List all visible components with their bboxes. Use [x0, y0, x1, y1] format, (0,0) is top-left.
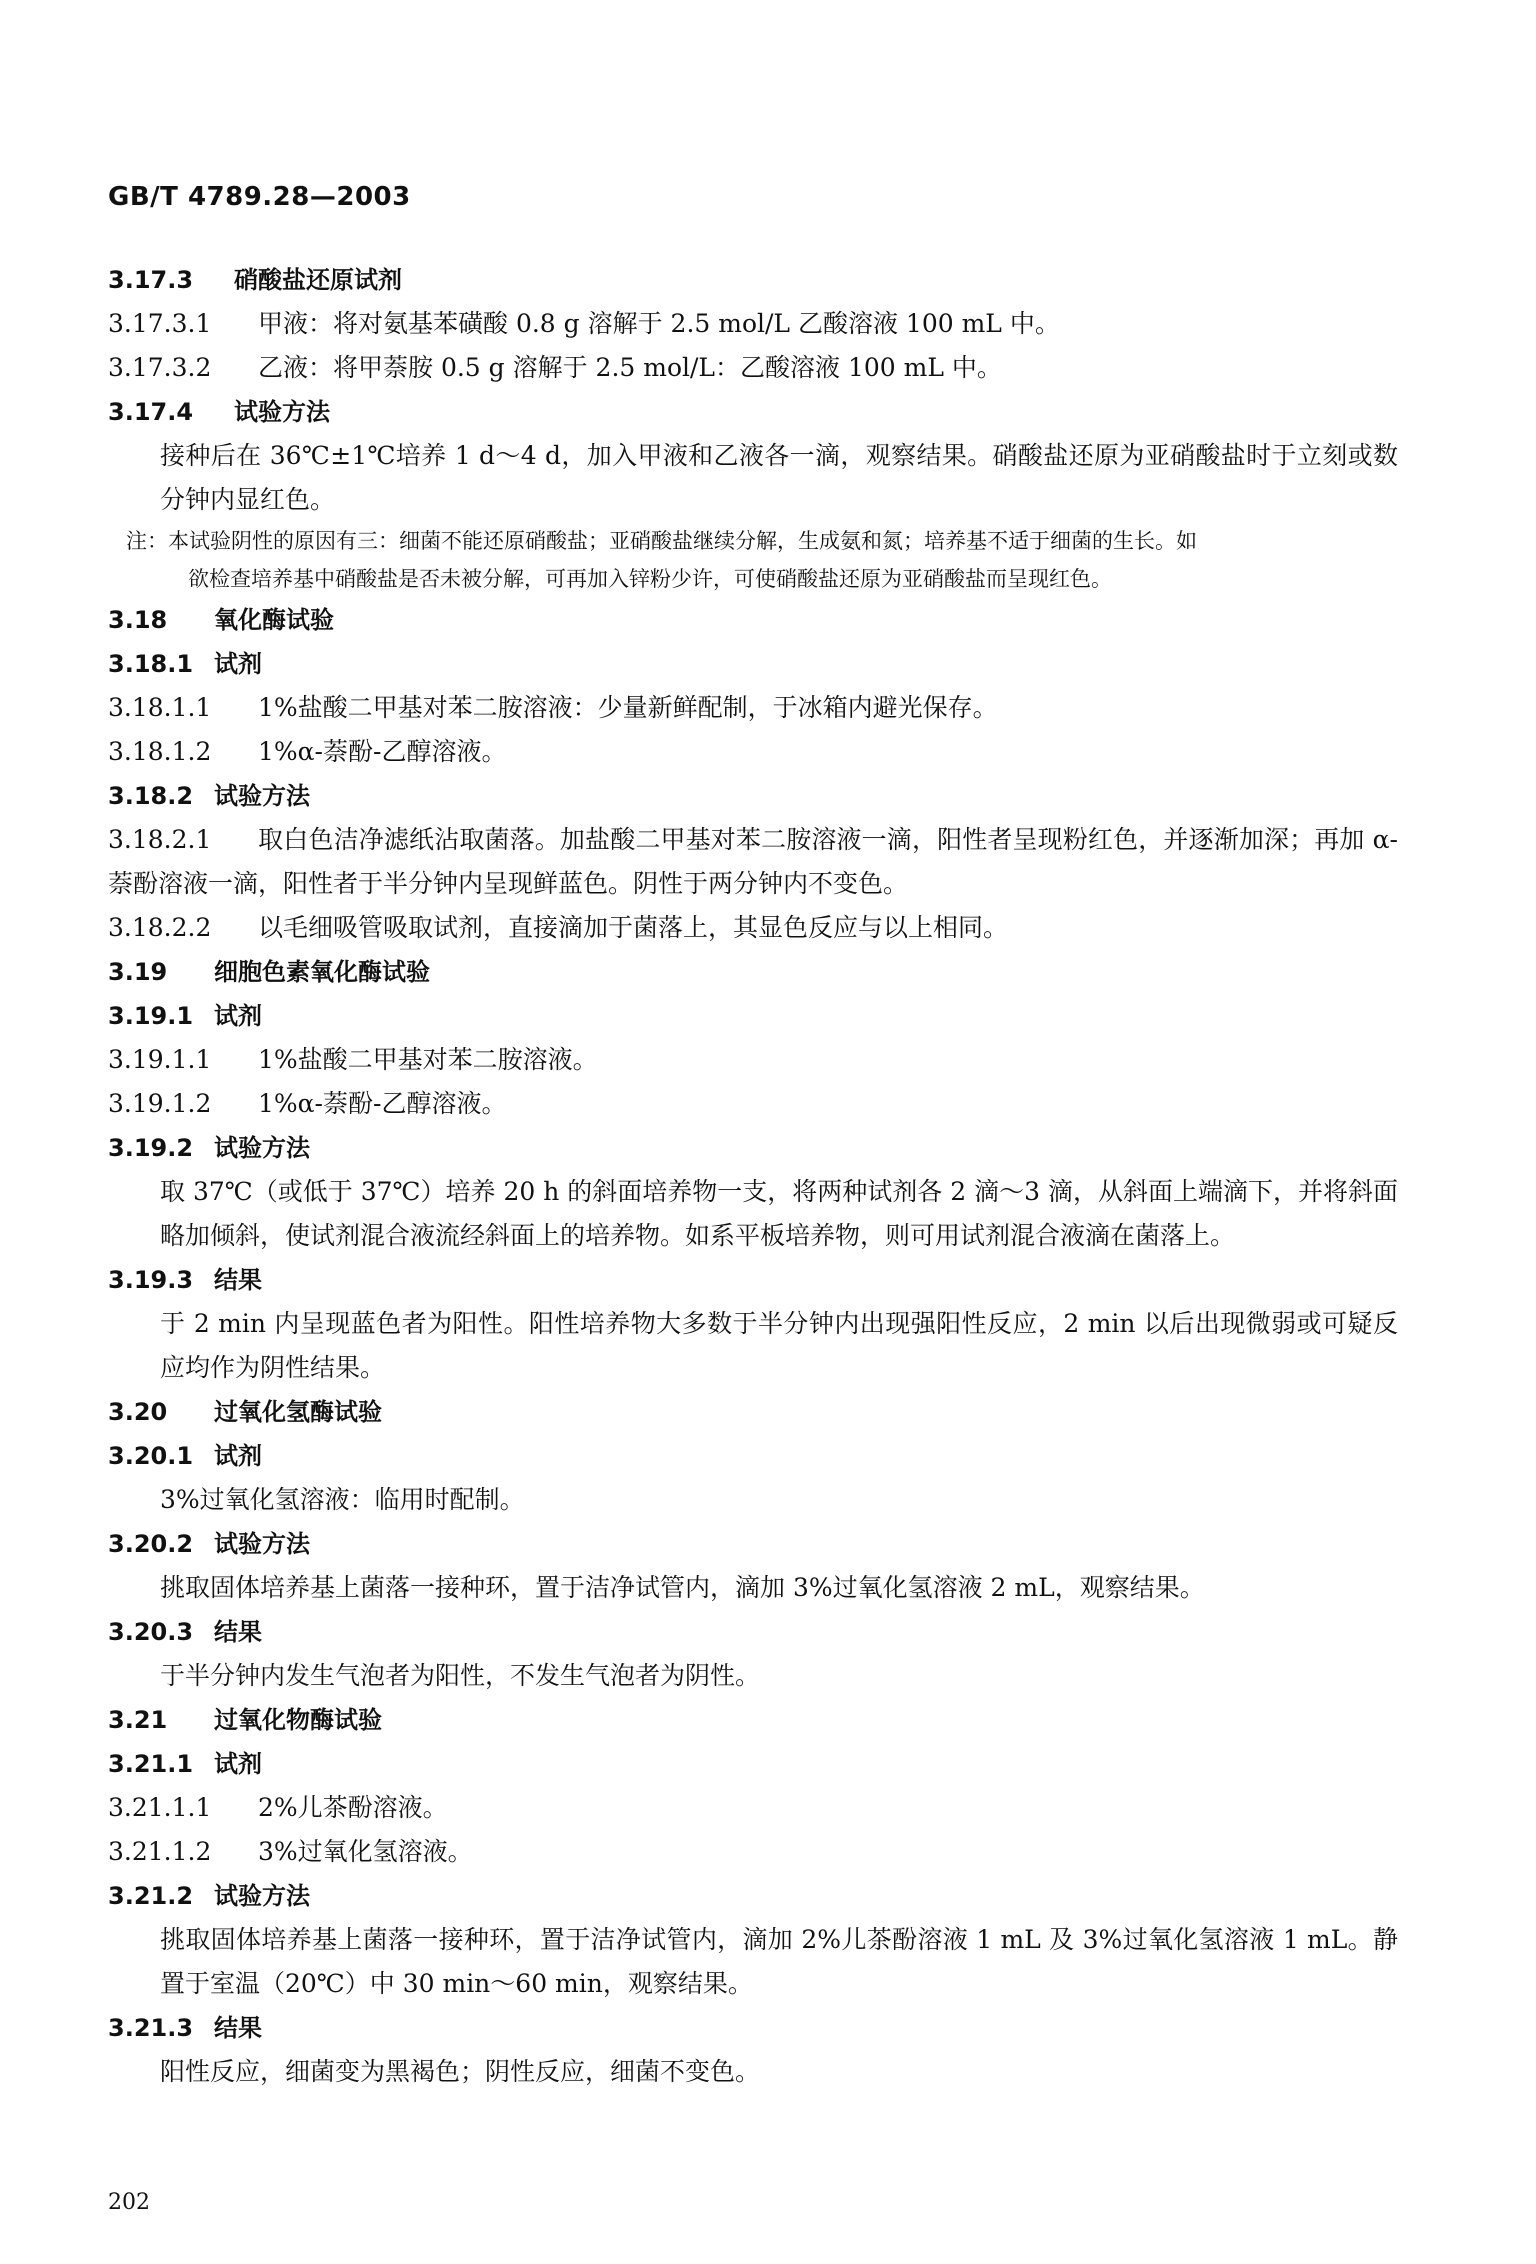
- section-title: 结果: [214, 1266, 262, 1294]
- section-3-17-3: [108, 258, 1398, 302]
- section-number: 3.21.3: [108, 2014, 194, 2042]
- paragraph: 于半分钟内发生气泡者为阳性，不发生气泡者为阴性。: [160, 1661, 761, 1690]
- note-label: 注：: [126, 529, 168, 553]
- standard-code: GB/T 4789.28—2003: [108, 182, 411, 212]
- clause-text: 乙液：将甲萘胺 0.5 g 溶解于 2.5 mol/L：乙酸溶液 100 mL 中。: [258, 353, 1002, 382]
- section-3-19-2: [108, 1126, 1398, 1170]
- section-title: 试剂: [214, 650, 262, 678]
- clause-3-21-1-1: [108, 1786, 1398, 1830]
- section-title: 试验方法: [214, 1530, 310, 1558]
- section-3-18-2: [108, 774, 1398, 818]
- paragraph: 挑取固体培养基上菌落一接种环，置于洁净试管内，滴加 2%儿茶酚溶液 1 mL 及 3%过氧化氢溶液 1 mL。静置于室温（20℃）中 30 min～60 min，观察结果。: [160, 1925, 1398, 1998]
- clause-number: 3.18.2.2: [108, 913, 212, 942]
- section-3-19-1: [108, 994, 1398, 1038]
- section-title: 氧化酶试验: [214, 606, 334, 634]
- section-title: 试剂: [214, 1002, 262, 1030]
- clause-text: 2%儿茶酚溶液。: [258, 1793, 448, 1822]
- clause-3-19-1-2: [108, 1082, 1398, 1126]
- page-number: 202: [108, 2190, 150, 2215]
- section-title: 试验方法: [214, 1134, 310, 1162]
- section-number: 3.17.3: [108, 266, 194, 294]
- section-number: 3.19: [108, 958, 168, 986]
- clause-text: 1%盐酸二甲基对苯二胺溶液。: [258, 1045, 598, 1074]
- section-3-19-3: [108, 1258, 1398, 1302]
- section-title: 结果: [214, 1618, 262, 1646]
- clause-text: 甲液：将对氨基苯磺酸 0.8 g 溶解于 2.5 mol/L 乙酸溶液 100 mL 中。: [258, 309, 1060, 338]
- clause-number: 3.17.3.1: [108, 309, 212, 338]
- paragraph: 3%过氧化氢溶液：临用时配制。: [160, 1485, 525, 1514]
- clause-3-21-1-2: [108, 1830, 1398, 1874]
- section-3-20: [108, 1390, 1398, 1434]
- paragraph: 挑取固体培养基上菌落一接种环，置于洁净试管内，滴加 3%过氧化氢溶液 2 mL，观察结果。: [160, 1573, 1205, 1602]
- section-3-21-1: [108, 1742, 1398, 1786]
- section-number: 3.18.2: [108, 782, 194, 810]
- clause-3-18-2-1: [108, 818, 1398, 906]
- clause-text: 3%过氧化氢溶液。: [258, 1837, 473, 1866]
- section-number: 3.21.1: [108, 1750, 194, 1778]
- clause-number: 3.17.3.2: [108, 353, 212, 382]
- section-title: 试验方法: [214, 1882, 310, 1910]
- section-3-20-2: [108, 1522, 1398, 1566]
- section-number: 3.20.3: [108, 1618, 194, 1646]
- section-number: 3.20.1: [108, 1442, 194, 1470]
- clause-number: 3.21.1.1: [108, 1793, 212, 1822]
- clause-number: 3.21.1.2: [108, 1837, 212, 1866]
- section-title: 试验方法: [214, 782, 310, 810]
- clause-3-18-1-2: [108, 730, 1398, 774]
- paragraph: 阳性反应，细菌变为黑褐色；阴性反应，细菌不变色。: [160, 2057, 761, 2086]
- note-text: 本试验阴性的原因有三：细菌不能还原硝酸盐；亚硝酸盐继续分解，生成氨和氮；培养基不适于细菌的生长。如: [168, 529, 1197, 553]
- clause-text: 1%α-萘酚-乙醇溶液。: [258, 1089, 507, 1118]
- paragraph: 接种后在 36℃±1℃培养 1 d～4 d，加入甲液和乙液各一滴，观察结果。硝酸盐还原为亚硝酸盐时于立刻或数分钟内显红色。: [160, 441, 1398, 514]
- clause-text: 1%盐酸二甲基对苯二胺溶液：少量新鲜配制，于冰箱内避光保存。: [258, 693, 998, 722]
- clause-3-18-1-1: [108, 686, 1398, 730]
- section-number: 3.20: [108, 1398, 168, 1426]
- section-number: 3.17.4: [108, 398, 194, 426]
- section-3-21: [108, 1698, 1398, 1742]
- section-number: 3.19.2: [108, 1134, 194, 1162]
- section-number: 3.19.1: [108, 1002, 194, 1030]
- section-number: 3.19.3: [108, 1266, 194, 1294]
- section-title: 试验方法: [234, 398, 330, 426]
- paragraph: 于 2 min 内呈现蓝色者为阳性。阳性培养物大多数于半分钟内出现强阳性反应，2 min 以后出现微弱或可疑反应均作为阴性结果。: [160, 1309, 1398, 1382]
- clause-number: 3.19.1.2: [108, 1089, 212, 1118]
- section-3-19: [108, 950, 1398, 994]
- note-continuation: 欲检查培养基中硝酸盐是否未被分解，可再加入锌粉少许，可使硝酸盐还原为亚硝酸盐而呈现红色。: [188, 567, 1112, 591]
- clause-text: 1%α-萘酚-乙醇溶液。: [258, 737, 507, 766]
- clause-3-17-3-1: [108, 302, 1398, 346]
- section-title: 过氧化氢酶试验: [214, 1398, 382, 1426]
- clause-number: 3.18.2.1: [108, 825, 212, 854]
- section-title: 硝酸盐还原试剂: [234, 266, 402, 294]
- paragraph: 取 37℃（或低于 37℃）培养 20 h 的斜面培养物一支，将两种试剂各 2 滴～3 滴，从斜面上端滴下，并将斜面略加倾斜，使试剂混合液流经斜面上的培养物。如系平板培养物，则可用试剂混合液滴在菌落上。: [160, 1177, 1398, 1250]
- section-number: 3.18.1: [108, 650, 194, 678]
- clause-number: 3.18.1.1: [108, 693, 212, 722]
- clause-number: 3.18.1.2: [108, 737, 212, 766]
- clause-number: 3.19.1.1: [108, 1045, 212, 1074]
- section-title: 结果: [214, 2014, 262, 2042]
- section-number: 3.20.2: [108, 1530, 194, 1558]
- section-3-20-1: [108, 1434, 1398, 1478]
- note-line: [108, 522, 1398, 560]
- section-3-21-2: [108, 1874, 1398, 1918]
- clause-3-17-3-2: [108, 346, 1398, 390]
- section-3-21-3: [108, 2006, 1398, 2050]
- clause-text: 取白色洁净滤纸沾取菌落。加盐酸二甲基对苯二胺溶液一滴，阳性者呈现粉红色，并逐渐加深；再加 α-萘酚溶液一滴，阳性者于半分钟内呈现鲜蓝色。阴性于两分钟内不变色。: [108, 825, 1398, 898]
- section-title: 试剂: [214, 1442, 262, 1470]
- section-number: 3.21.2: [108, 1882, 194, 1910]
- clause-text: 以毛细吸管吸取试剂，直接滴加于菌落上，其显色反应与以上相同。: [258, 913, 1009, 942]
- section-title: 细胞色素氧化酶试验: [214, 958, 430, 986]
- section-3-17-4: [108, 390, 1398, 434]
- section-3-20-3: [108, 1610, 1398, 1654]
- document-body: [108, 258, 1398, 2094]
- section-number: 3.18: [108, 606, 168, 634]
- section-3-18: [108, 598, 1398, 642]
- section-number: 3.21: [108, 1706, 168, 1734]
- section-title: 试剂: [214, 1750, 262, 1778]
- section-3-18-1: [108, 642, 1398, 686]
- section-title: 过氧化物酶试验: [214, 1706, 382, 1734]
- clause-3-18-2-2: [108, 906, 1398, 950]
- clause-3-19-1-1: [108, 1038, 1398, 1082]
